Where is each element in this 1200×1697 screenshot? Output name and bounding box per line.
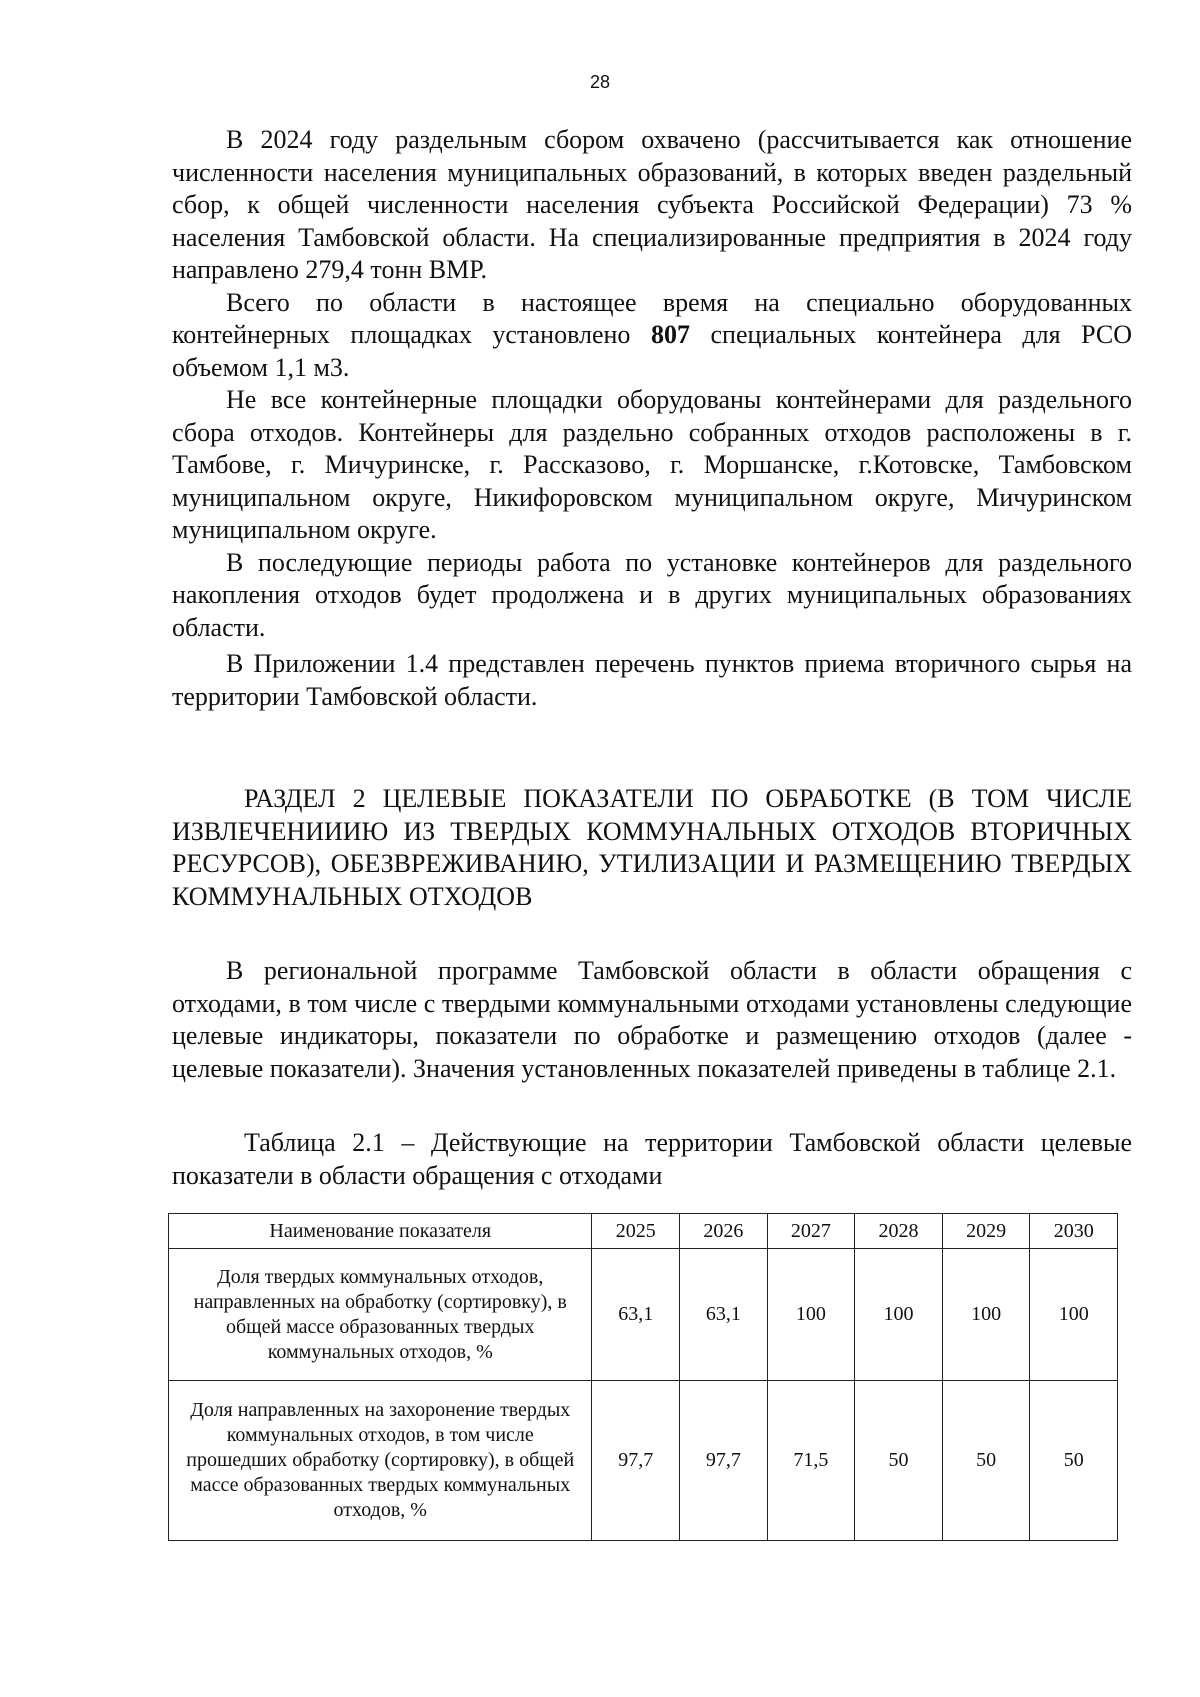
header-indicator-name: Наименование показателя (169, 1214, 592, 1249)
header-year-2026: 2026 (680, 1214, 768, 1249)
paragraph-appendix-reference: В Приложении 1.4 представлен перечень пунктов приема вторичного сырья на территории Тамбовской области. (172, 649, 1132, 711)
paragraph-text: Всего по области в настоящее время на специально оборудованных контейнерных площадках установлено (172, 287, 1132, 349)
header-year-2030: 2030 (1030, 1214, 1118, 1249)
value-cell: 71,5 (767, 1381, 855, 1541)
table-row (169, 1381, 1118, 1541)
header-year-2027: 2027 (767, 1214, 855, 1249)
paragraph-text: специальных контейнера для РСО объемом 1,1 м3. (172, 320, 1132, 382)
document-body (172, 124, 1132, 1192)
value-cell: 97,7 (680, 1381, 768, 1541)
value-cell: 100 (855, 1249, 943, 1381)
header-year-2029: 2029 (942, 1214, 1030, 1249)
table-header-row (169, 1214, 1118, 1249)
header-year-2028: 2028 (855, 1214, 943, 1249)
value-cell: 50 (1030, 1381, 1118, 1541)
table-row (169, 1249, 1118, 1381)
header-year-2025: 2025 (592, 1214, 680, 1249)
paragraph-separate-collection-coverage: В 2024 году раздельным сбором охвачено (рассчитывается как отношение численности населения муниципальных образований, в которых введен раздельный сбор, к общей численности населения субъекта Российской Федерации) 73 % населения Тамбовской области. На специализированные предприятия в 2024 году направлено 279,4 тонн ВМР. (172, 125, 1132, 284)
paragraph-regional-program: В региональной программе Тамбовской области в области обращения с отходами, в том числе с твердыми коммунальными отходами установлены следующие целевые индикаторы, показатели по обработке и размещению отходов (далее - целевые показатели). Значения установленных показателей приведены в таблице 2.1. (172, 956, 1132, 1083)
value-cell: 63,1 (680, 1249, 768, 1381)
section-title: РАЗДЕЛ 2 ЦЕЛЕВЫЕ ПОКАЗАТЕЛИ ПО ОБРАБОТКЕ (В ТОМ ЧИСЛЕ ИЗВЛЕЧЕНИИИЮ ИЗ ТВЕРДЫХ КОММУНАЛЬНЫХ ОТХОДОВ ВТОРИЧНЫХ РЕСУРСОВ), ОБЕЗВРЕЖИВАНИЮ, УТИЛИЗАЦИИ И РАЗМЕЩЕНИЮ ТВЕРДЫХ КОММУНАЛЬНЫХ ОТХОДОВ (172, 784, 1132, 911)
indicators-table (168, 1213, 1118, 1541)
paragraph-future-periods: В последующие периоды работа по установке контейнеров для раздельного накопления отходов будет продолжена и в других муниципальных образованиях области. (172, 547, 1132, 642)
value-cell: 100 (767, 1249, 855, 1381)
container-count: 807 (650, 320, 690, 349)
value-cell: 100 (942, 1249, 1030, 1381)
page-number: 28 (589, 72, 611, 92)
paragraph-container-locations: Не все контейнерные площадки оборудованы контейнерами для раздельного сбора отходов. Контейнеры для раздельно собранных отходов расположены в г. Тамбове, г. Мичуринске, г. Рассказово, г. Моршанске, г.Котовске, Тамбовском муниципальном округе, Никифоровском муниципальном округе, Мичуринском муниципальном округе. (172, 385, 1132, 544)
value-cell: 97,7 (592, 1381, 680, 1541)
indicator-name: Доля направленных на захоронение твердых коммунальных отходов, в том числе прошедших обработку (сортировку), в общей массе образованных твердых коммунальных отходов, % (169, 1381, 592, 1541)
value-cell: 63,1 (592, 1249, 680, 1381)
paragraph-containers-installed (172, 287, 1132, 385)
value-cell: 50 (855, 1381, 943, 1541)
value-cell: 50 (942, 1381, 1030, 1541)
indicator-name: Доля твердых коммунальных отходов, направленных на обработку (сортировку), в общей массе образованных твердых коммунальных отходов, % (169, 1249, 592, 1381)
value-cell: 100 (1030, 1249, 1118, 1381)
table-caption: Таблица 2.1 – Действующие на территории Тамбовской области целевые показатели в области обращения с отходами (172, 1128, 1132, 1190)
